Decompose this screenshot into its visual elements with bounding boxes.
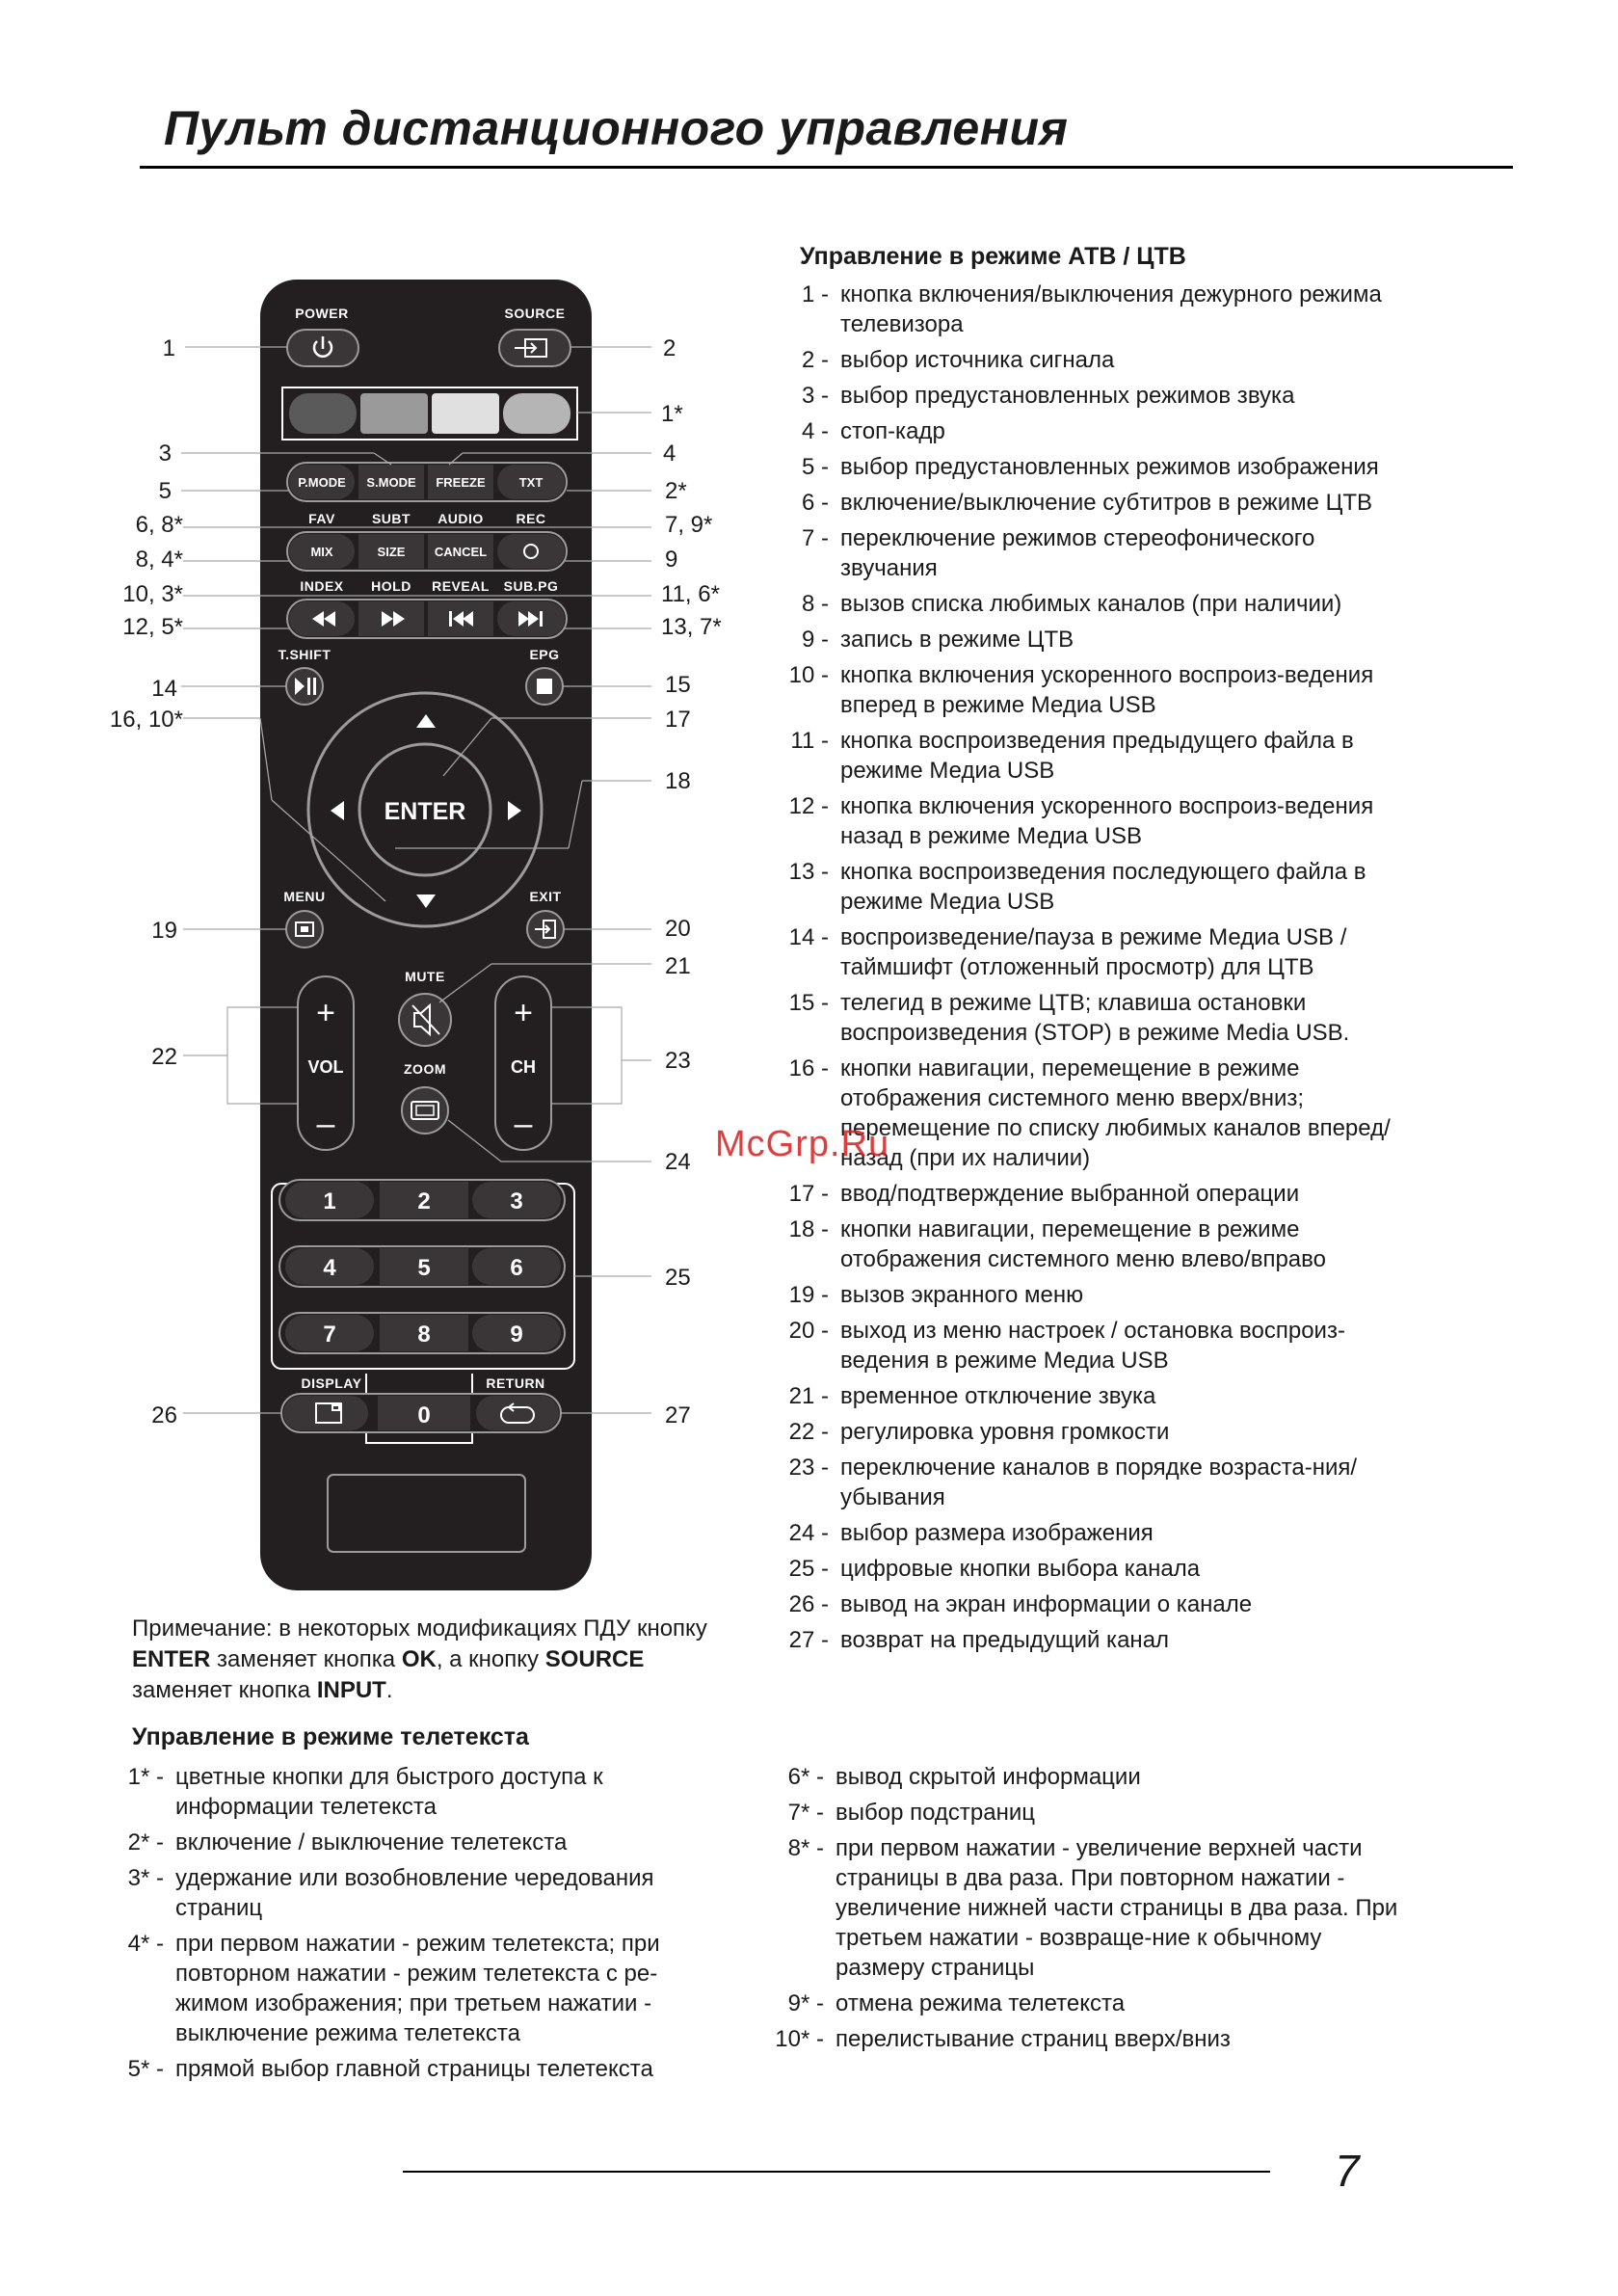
- item-number: 23 -: [788, 1455, 829, 1481]
- vol-label: VOL: [307, 1057, 344, 1077]
- item-description: кнопка включения/выключения дежурного режима телевизора: [840, 281, 1382, 337]
- caption-return: RETURN: [486, 1375, 545, 1391]
- digit-label: 7: [323, 1322, 336, 1348]
- bottom-row: [281, 1394, 561, 1432]
- digit-pad: [279, 1180, 565, 1353]
- item-number: 8* -: [787, 1835, 824, 1861]
- channel-up-icon: +: [514, 995, 533, 1031]
- callout-26: 26: [151, 1402, 177, 1428]
- caption-fav: FAV: [308, 511, 335, 526]
- list-item: [771, 1625, 1407, 1655]
- callout-1: 1: [162, 335, 175, 361]
- list-item: [771, 1280, 1407, 1310]
- teletext-list-left: [106, 1762, 723, 2090]
- item-number: 7 -: [801, 525, 829, 551]
- item-number: 10 -: [788, 662, 829, 688]
- callout-1star: 1*: [661, 401, 683, 427]
- list-item: [771, 523, 1407, 583]
- item-description: кнопка включения ускоренного воспроиз-ведения назад в режиме Медиа USB: [840, 793, 1374, 849]
- footer-divider: [403, 2171, 1270, 2173]
- caption-index: INDEX: [300, 578, 344, 594]
- stop-icon: [537, 679, 552, 694]
- menu-button[interactable]: [286, 911, 323, 948]
- caption-hold: HOLD: [371, 578, 411, 594]
- volume-rocker[interactable]: [298, 976, 354, 1150]
- list-item: [771, 1316, 1407, 1375]
- item-number: 8 -: [801, 591, 829, 617]
- green-button[interactable]: [360, 393, 428, 434]
- item-number: 16 -: [788, 1055, 829, 1081]
- caption-display: DISPLAY: [301, 1375, 362, 1391]
- item-description: кнопки навигации, перемещение в режиме отображения системного меню вверх/вниз; перемещение по списку любимых каналов вперед/назад (при их наличии): [840, 1055, 1391, 1171]
- list-item: [771, 488, 1407, 518]
- item-description: вывод на экран информации о канале: [840, 1591, 1253, 1617]
- digit-label: 1: [323, 1188, 336, 1215]
- list-item: [771, 1417, 1407, 1447]
- digit-0-label: 0: [417, 1402, 431, 1428]
- item-description: запись в режиме ЦТВ: [840, 627, 1074, 653]
- smode-label: S.MODE: [366, 475, 416, 490]
- channel-rocker[interactable]: [495, 976, 551, 1150]
- item-number: 2 -: [801, 347, 829, 373]
- item-description: отмена режима телетекста: [836, 1990, 1126, 2016]
- ch-label: CH: [511, 1057, 536, 1077]
- callout-5: 5: [158, 478, 172, 504]
- item-description: кнопка воспроизведения последующего файла в режиме Медиа USB: [840, 859, 1366, 915]
- caption-mute: MUTE: [405, 969, 445, 984]
- digit-label: 9: [510, 1322, 523, 1348]
- note-paragraph: Примечание: в некоторых модификациях ПДУ кнопку ENTER заменяет кнопка OK, а кнопку SOURCE заменяет кнопка INPUT.: [132, 1615, 707, 1703]
- list-item: [771, 416, 1407, 446]
- callout-8-4: 8, 4*: [135, 547, 183, 573]
- item-description: включение/выключение субтитров в режиме ЦТВ: [840, 490, 1373, 516]
- item-number: 1* -: [127, 1764, 164, 1790]
- button-row-mix: [287, 532, 567, 571]
- list-item: [771, 1381, 1407, 1411]
- source-button[interactable]: [499, 330, 570, 366]
- item-number: 21 -: [788, 1383, 829, 1409]
- teletext-list-right: [766, 1762, 1402, 2060]
- caption-tshift: T.SHIFT: [278, 647, 332, 662]
- item-number: 22 -: [788, 1419, 829, 1445]
- pmode-label: P.MODE: [298, 475, 346, 490]
- list-item: [771, 988, 1407, 1048]
- callout-24: 24: [665, 1149, 691, 1175]
- item-number: 7* -: [787, 1800, 824, 1826]
- freeze-label: FREEZE: [436, 475, 486, 490]
- channel-down-icon: –: [514, 1106, 533, 1142]
- callout-12-5: 12, 5*: [122, 614, 183, 640]
- item-description: выбор предустановленных режимов звука: [840, 383, 1295, 409]
- list-item: [771, 791, 1407, 851]
- red-button[interactable]: [289, 393, 357, 434]
- caption-source: SOURCE: [504, 306, 566, 321]
- item-description: вызов экранного меню: [840, 1282, 1084, 1308]
- caption-audio: AUDIO: [438, 511, 484, 526]
- list-item: [771, 381, 1407, 411]
- page-number: 7: [1335, 2146, 1360, 2196]
- yellow-button[interactable]: [432, 393, 499, 434]
- callout-27: 27: [665, 1402, 691, 1428]
- callout-15: 15: [665, 672, 691, 698]
- item-description: возврат на предыдущий канал: [840, 1627, 1170, 1653]
- item-description: при первом нажатии - режим телетекста; при повторном нажатии - режим телетекста с ре-жимом изображения; при третьем нажатии - выключение режима телетекста: [175, 1931, 660, 2046]
- item-description: вызов списка любимых каналов (при наличии): [840, 591, 1342, 617]
- watermark: McGrp.Ru: [715, 1124, 890, 1164]
- item-description: кнопка включения ускоренного воспроиз-ведения вперед в режиме Медиа USB: [840, 662, 1374, 718]
- callout-14: 14: [151, 676, 177, 702]
- callouts-left: [110, 335, 183, 1428]
- item-number: 2* -: [127, 1829, 164, 1855]
- list-item: [766, 1833, 1402, 1983]
- callout-2: 2: [663, 335, 676, 361]
- item-number: 17 -: [788, 1181, 829, 1207]
- callout-4: 4: [663, 441, 676, 467]
- item-description: цифровые кнопки выбора канала: [840, 1556, 1201, 1582]
- blue-button[interactable]: [503, 393, 570, 434]
- item-description: воспроизведение/пауза в режиме Медиа USB / таймшифт (отложенный просмотр) для ЦТВ: [840, 924, 1347, 980]
- list-item: [106, 2054, 723, 2084]
- volume-up-icon: +: [316, 995, 335, 1031]
- navigation-pad[interactable]: [308, 693, 542, 926]
- item-description: выбор источника сигнала: [840, 347, 1115, 373]
- atv-heading: Управление в режиме АТВ / ЦТВ: [800, 243, 1186, 270]
- callout-6-8: 6, 8*: [135, 512, 183, 538]
- list-item: [106, 1762, 723, 1822]
- item-number: 10* -: [775, 2026, 824, 2052]
- list-item: [771, 1518, 1407, 1548]
- item-number: 26 -: [788, 1591, 829, 1617]
- digit-label: 3: [510, 1188, 523, 1215]
- caption-power: POWER: [295, 306, 349, 321]
- callout-19: 19: [151, 918, 177, 944]
- item-description: кнопки навигации, перемещение в режиме отображения системного меню влево/вправо: [840, 1216, 1326, 1272]
- callout-2star: 2*: [665, 478, 687, 504]
- item-description: вывод скрытой информации: [836, 1764, 1141, 1790]
- cancel-label: CANCEL: [434, 545, 488, 559]
- callout-10-3: 10, 3*: [122, 581, 183, 607]
- digit-label: 5: [417, 1255, 431, 1281]
- item-number: 11 -: [790, 728, 829, 754]
- callout-16-10: 16, 10*: [109, 707, 183, 733]
- caption-rec: REC: [516, 511, 546, 526]
- atv-function-list: [771, 280, 1407, 1661]
- callout-11-6: 11, 6*: [661, 581, 720, 607]
- item-number: 14 -: [788, 924, 829, 950]
- mix-label: MIX: [310, 545, 333, 559]
- item-description: выбор подстраниц: [836, 1800, 1036, 1826]
- item-description: цветные кнопки для быстрого доступа к информации телетекста: [175, 1764, 603, 1820]
- list-item: [771, 280, 1407, 339]
- caption-exit: EXIT: [529, 889, 562, 904]
- item-number: 25 -: [788, 1556, 829, 1582]
- digit-label: 4: [323, 1255, 336, 1281]
- caption-epg: EPG: [529, 647, 560, 662]
- item-number: 18 -: [788, 1216, 829, 1242]
- caption-subpg: SUB.PG: [503, 578, 559, 594]
- digit-label: 6: [510, 1255, 523, 1281]
- item-description: выбор предустановленных режимов изображения: [840, 454, 1379, 480]
- list-item: [771, 1215, 1407, 1274]
- item-number: 1 -: [801, 281, 829, 307]
- list-item: [771, 345, 1407, 375]
- callout-23: 23: [665, 1048, 691, 1074]
- item-description: переключение режимов стереофонического звучания: [840, 525, 1315, 581]
- callout-25: 25: [665, 1265, 691, 1291]
- tshift-button[interactable]: [286, 668, 323, 705]
- item-number: 3* -: [127, 1865, 164, 1891]
- page-title: Пульт дистанционного управления: [164, 101, 1069, 155]
- callouts-right: [661, 335, 722, 1428]
- item-number: 5 -: [801, 454, 829, 480]
- caption-zoom: ZOOM: [404, 1061, 446, 1077]
- list-item: [766, 2024, 1402, 2054]
- item-description: регулировка уровня громкости: [840, 1419, 1170, 1445]
- mute-button[interactable]: [399, 994, 451, 1046]
- item-description: ввод/подтверждение выбранной операции: [840, 1181, 1300, 1207]
- callout-3: 3: [158, 441, 172, 467]
- item-description: включение / выключение телетекста: [175, 1829, 568, 1855]
- list-item: [106, 1863, 723, 1923]
- list-item: [771, 660, 1407, 720]
- item-number: 4 -: [801, 418, 829, 444]
- item-description: выбор размера изображения: [840, 1520, 1154, 1546]
- txt-label: TXT: [518, 475, 544, 490]
- list-item: [771, 1589, 1407, 1619]
- item-number: 13 -: [788, 859, 829, 885]
- callout-21: 21: [665, 953, 691, 979]
- item-number: 5* -: [127, 2056, 164, 2082]
- item-description: прямой выбор главной страницы телетекста: [175, 2056, 653, 2082]
- callout-7-9: 7, 9*: [665, 512, 713, 538]
- display-button[interactable]: [283, 1396, 368, 1430]
- button-row-modes: [287, 463, 567, 501]
- item-number: 3 -: [801, 383, 829, 409]
- caption-menu: MENU: [283, 889, 326, 904]
- list-item: [771, 726, 1407, 786]
- item-number: 4* -: [127, 1931, 164, 1957]
- item-number: 9* -: [787, 1990, 824, 2016]
- callout-22: 22: [151, 1044, 177, 1070]
- item-number: 9 -: [801, 627, 829, 653]
- list-item: [771, 857, 1407, 917]
- list-item: [766, 1762, 1402, 1792]
- enter-label: ENTER: [384, 798, 466, 825]
- item-number: 19 -: [788, 1282, 829, 1308]
- list-item: [766, 1798, 1402, 1828]
- size-label: SIZE: [377, 545, 406, 559]
- list-item: [771, 625, 1407, 654]
- list-item: [771, 1453, 1407, 1512]
- list-item: [771, 452, 1407, 482]
- item-number: 6 -: [801, 490, 829, 516]
- list-item: [771, 1554, 1407, 1584]
- digit-label: 8: [417, 1322, 431, 1348]
- item-number: 27 -: [788, 1627, 829, 1653]
- rec-button[interactable]: [497, 534, 565, 569]
- volume-down-icon: –: [316, 1106, 335, 1142]
- item-number: 24 -: [788, 1520, 829, 1546]
- item-description: стоп-кадр: [840, 418, 945, 444]
- item-description: кнопка воспроизведения предыдущего файла в режиме Медиа USB: [840, 728, 1354, 784]
- list-item: [771, 1179, 1407, 1209]
- list-item: [771, 922, 1407, 982]
- item-description: телегид в режиме ЦТВ; клавиша остановки воспроизведения (STOP) в режиме Media USB.: [840, 990, 1350, 1046]
- item-number: 20 -: [788, 1318, 829, 1344]
- item-description: временное отключение звука: [840, 1383, 1156, 1409]
- callout-18: 18: [665, 768, 691, 794]
- digit-label: 2: [417, 1188, 431, 1215]
- item-number: 15 -: [788, 990, 829, 1016]
- callout-20: 20: [665, 916, 691, 942]
- callout-13-7: 13, 7*: [661, 614, 722, 640]
- epg-button[interactable]: [526, 668, 563, 705]
- item-number: 6* -: [787, 1764, 824, 1790]
- item-number: 12 -: [788, 793, 829, 819]
- item-description: при первом нажатии - увеличение верхней части страницы в два раза. При повторном нажатии - увеличение нижней части страницы в два раза. При третьем нажатии - возвраще-ние к обычному размеру страницы: [836, 1835, 1398, 1981]
- callout-9: 9: [665, 547, 678, 573]
- list-item: [106, 1828, 723, 1857]
- zoom-button[interactable]: [402, 1087, 448, 1134]
- power-button[interactable]: [287, 330, 358, 366]
- caption-subt: SUBT: [371, 511, 411, 526]
- item-description: переключение каналов в порядке возраста-ния/убывания: [840, 1455, 1358, 1510]
- item-description: перелистывание страниц вверх/вниз: [836, 2026, 1231, 2052]
- caption-reveal: REVEAL: [432, 578, 490, 594]
- list-item: [766, 1989, 1402, 2018]
- callout-17: 17: [665, 707, 691, 733]
- teletext-heading: Управление в режиме телетекста: [132, 1723, 529, 1750]
- button-row-transport: [287, 600, 567, 638]
- return-button[interactable]: [476, 1396, 559, 1430]
- item-description: выход из меню настроек / остановка воспроиз-ведения в режиме Медиа USB: [840, 1318, 1345, 1374]
- list-item: [106, 1929, 723, 2048]
- list-item: [771, 589, 1407, 619]
- exit-button[interactable]: [527, 911, 564, 948]
- item-description: удержание или возобновление чередования страниц: [175, 1865, 654, 1921]
